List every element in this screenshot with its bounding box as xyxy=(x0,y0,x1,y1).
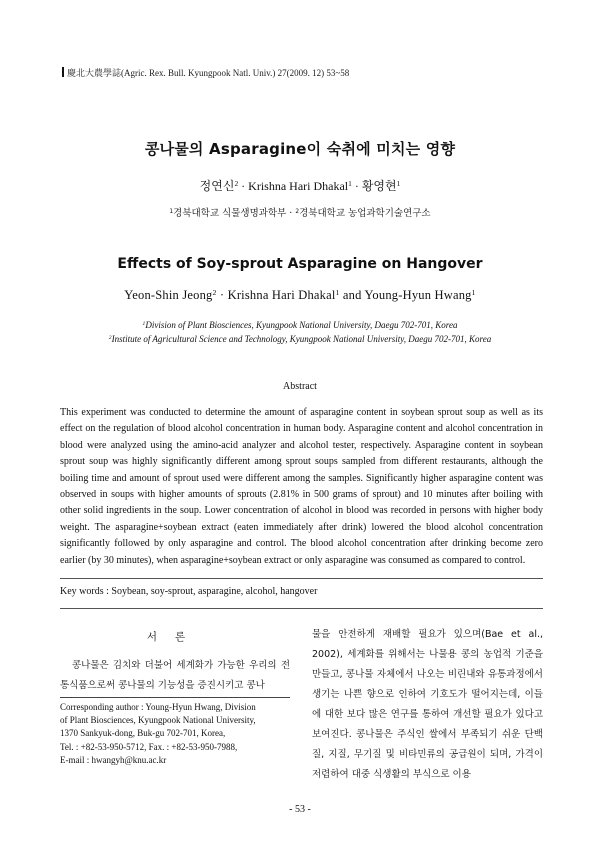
english-affiliation-1 xyxy=(0,320,600,330)
affil-text: 경북대학교 식물생명과학부 · xyxy=(173,208,296,219)
author-affil-mark: 1 xyxy=(348,178,352,188)
english-affiliation-2 xyxy=(0,334,600,344)
author-name: Young-Hyun Hwang xyxy=(364,288,472,302)
footnote-line: E-mail : hwangyh@knu.ac.kr xyxy=(60,754,167,765)
author-affil-mark: 2 xyxy=(234,178,239,188)
header-bar xyxy=(62,67,64,77)
page-number: - 53 - xyxy=(289,804,311,815)
author-name: Yeon-Shin Jeong xyxy=(124,288,213,302)
intro-paragraph: 콩나물은 김치와 더불어 세계화가 가능한 우리의 전통식품으로써 콩나물의 기능성을 증진시키고 콩나 xyxy=(60,660,290,691)
intro-left-column xyxy=(60,656,290,696)
author-name: 황영현 xyxy=(361,179,397,193)
author-separator: · xyxy=(216,288,228,302)
author-affil-mark: 1 xyxy=(335,287,340,297)
author-separator: · xyxy=(351,179,362,193)
abstract-body: This experiment was conducted to determine the amount of asparagine content in soybean sprout soup as well as its effect on the regulation of blood alcohol concentration in human body. Asparagine content and alcohol concentration in blood were analyzed using the amino-acid analyzer and alcohol tester, respectively. Asparagine content in soybean sprout soup was highly significantly different among sprout soups sampled from different restaurants, although the boiling time and amount of sprout used were different among the samples. Significantly higher asparagine content was observed in soups with higher amounts of sprouts (2.81% in 500 grams of sprout) and 10 minutes after boiling with other solid ingredients in the soup. Lower concentration of alcohol in blood was recorded in persons with higher body weight. The asparagine+soybean extract (eaten immediately after drink) lowered the blood alcohol concentration significantly followed by only asparagine and control. The blood alcohol concentration after drinking become zero earlier (by 30 minutes), when asparagine+soybean extract or only asparagine was consumed as compared to control. xyxy=(60,407,543,566)
author-affil-mark: 1 xyxy=(396,178,401,188)
affil-mark: 2 xyxy=(295,208,300,215)
journal-citation: 慶北大農學誌(Agric. Rex. Bull. Kyungpook Natl. Univ.) 27(2009. 12) 53~58 xyxy=(67,68,350,78)
footnote-line: of Plant Biosciences, Kyungpook National University, xyxy=(60,715,256,726)
corresponding-author-footnote xyxy=(60,701,290,767)
journal-header xyxy=(62,66,349,79)
footnote-line: Corresponding author : Young-Hyun Hwang, Division xyxy=(60,702,256,712)
footnote-rule xyxy=(60,697,290,698)
author-affil-mark: 2 xyxy=(212,287,217,297)
affil-mark: 1 xyxy=(142,320,146,327)
intro-paragraph-continued: 물을 안전하게 재배할 필요가 있으며(Bae et al., 2002), 세계화를 위해서는 나물용 콩의 농업적 기준을 만들고, 콩나물 자체에서 나오는 비린내와 유통과정에서 생기는 나쁜 향으로 인하여 기호도가 떨어지는데, 이들에 대한 보다 많은 연구를 통하여 개선할 필요가 있다고 보여진다. 콩나물은 주식인 쌀에서 부족되기 쉬운 단백질, 지질, 무기질 및 비타민류의 공급원이 되며, 가격이 저렴하여 대중 식생활의 부식으로 이용 xyxy=(312,629,543,780)
footnote-line: 1370 Sankyuk-dong, Buk-gu 702-701, Korea, xyxy=(60,728,226,739)
affil-mark: 1 xyxy=(169,208,174,215)
author-separator: · xyxy=(238,179,249,193)
korean-affiliations xyxy=(0,205,600,219)
korean-authors xyxy=(0,177,600,194)
section-heading-introduction: 서론 xyxy=(146,631,204,643)
author-name: 정연신 xyxy=(199,179,235,193)
affil-text: Institute of Agricultural Science and Technology, Kyungpook National University, Daegu 702-701, Korea xyxy=(111,334,492,344)
abstract-heading: Abstract xyxy=(283,381,317,392)
affil-text: 경북대학교 농업과학기술연구소 xyxy=(299,208,431,219)
keywords-bottom-rule xyxy=(60,608,543,609)
english-title: Effects of Soy-sprout Asparagine on Hangover xyxy=(117,256,483,272)
author-separator: and xyxy=(339,288,365,302)
english-authors xyxy=(0,288,600,303)
affil-mark: 2 xyxy=(108,334,112,341)
intro-right-column xyxy=(312,625,543,785)
keywords-label: Key words : xyxy=(60,586,112,597)
keywords-top-rule xyxy=(60,578,543,579)
author-name: Krishna Hari Dhakal xyxy=(227,288,336,302)
footnote-line: Tel. : +82-53-950-5712, Fax. : +82-53-950-7988, xyxy=(60,741,238,752)
author-name: Krishna Hari Dhakal xyxy=(248,179,349,193)
author-affil-mark: 1 xyxy=(471,287,476,297)
keywords xyxy=(60,586,317,597)
keywords-text: Soybean, soy-sprout, asparagine, alcohol, hangover xyxy=(111,586,318,597)
affil-text: Division of Plant Biosciences, Kyungpook National University, Daegu 702-701, Korea xyxy=(145,320,458,330)
korean-title: 콩나물의 Asparagine이 숙취에 미치는 영향 xyxy=(144,140,456,158)
